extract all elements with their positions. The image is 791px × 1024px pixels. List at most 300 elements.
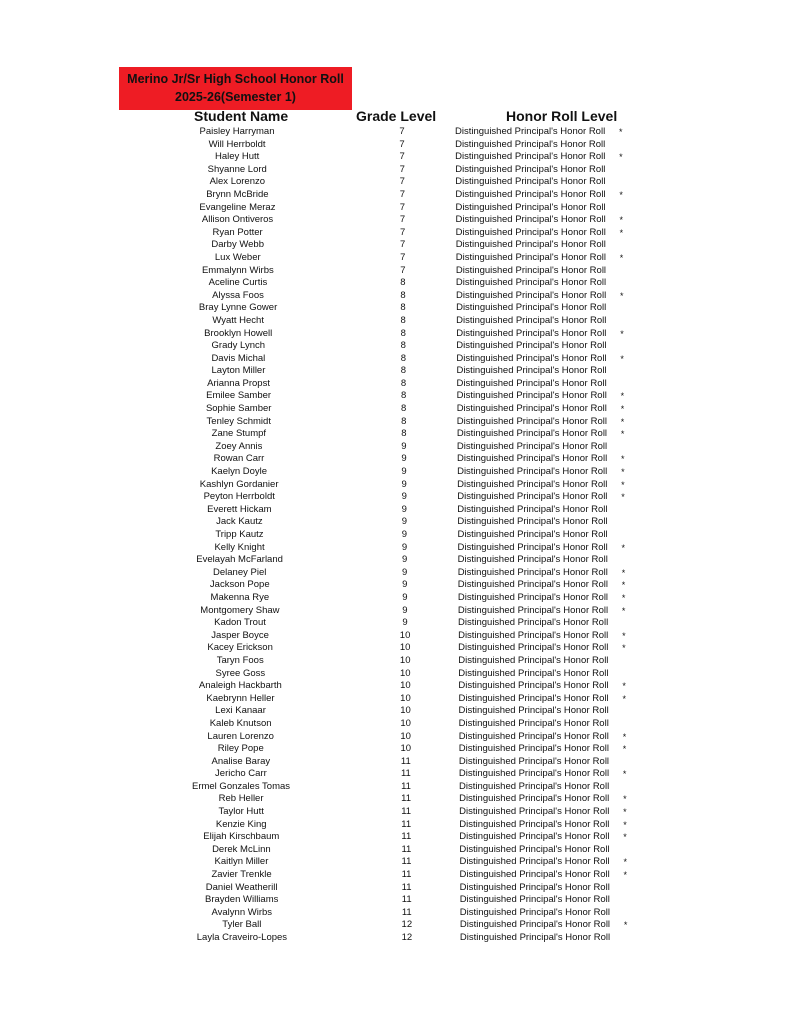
honor-roll-level: Distinguished Principal's Honor Roll [455,163,606,175]
student-name: Jasper Boyce [211,629,269,641]
honor-roll-level: Distinguished Principal's Honor Roll [456,352,607,364]
student-name: Zoey Annis [215,440,263,452]
student-name: Kaelyn Doyle [211,466,268,478]
grade-level: 9 [401,491,407,503]
asterisk-mark: * [619,152,623,163]
grade-level: 10 [399,654,411,666]
table-row [0,894,791,907]
honor-roll-level: Distinguished Principal's Honor Roll [457,604,609,616]
grade-level: 9 [402,579,408,591]
school-title: Merino Jr/Sr High School Honor Roll [127,72,344,86]
honor-roll-level: Distinguished Principal's Honor Roll [455,201,606,213]
honor-roll-level: Distinguished Principal's Honor Roll [459,856,610,868]
table-row [0,189,791,202]
table-row [0,151,791,164]
student-name: Kenzie King [215,818,267,830]
table-row [0,277,791,290]
student-name: Delaney Piel [213,566,267,578]
student-name: Derek McLinn [212,843,271,855]
honor-roll-level: Distinguished Principal's Honor Roll [455,188,606,200]
table-row [0,302,791,315]
table-row [0,453,791,466]
honor-roll-level: Distinguished Principal's Honor Roll [455,264,607,276]
table-row [0,504,791,517]
table-row [0,176,791,189]
asterisk-mark: * [623,857,627,868]
asterisk-mark: * [621,605,626,616]
student-name: Lauren Lorenzo [207,730,274,742]
table-row [0,793,791,806]
asterisk-mark: * [620,290,624,301]
asterisk-mark: * [619,189,623,200]
student-name: Ryan Potter [212,226,263,238]
honor-roll-level: Distinguished Principal's Honor Roll [456,289,607,301]
grade-level: 9 [401,440,407,452]
grade-level: 11 [401,793,412,805]
table-row [0,529,791,542]
grade-level: 11 [400,755,411,767]
table-row [0,655,791,668]
asterisk-mark: * [620,416,625,427]
grade-level: 8 [400,390,407,402]
grade-level: 11 [401,843,412,855]
grade-level: 9 [402,604,408,616]
student-name: Emmalynn Wirbs [201,264,274,276]
grade-level: 10 [400,717,411,729]
grade-level: 9 [401,453,407,465]
honor-roll-level: Distinguished Principal's Honor Roll [459,843,610,855]
grade-level: 9 [402,566,408,578]
honor-roll-level: Distinguished Principal's Honor Roll [457,453,608,465]
honor-roll-table [0,126,791,945]
student-name: Everett Hickam [207,503,272,515]
grade-level: 8 [401,415,407,427]
student-name: Syree Goss [215,667,266,679]
student-name: Darby Webb [211,239,265,251]
table-row [0,743,791,756]
student-name-header: Student Name [194,108,289,124]
grade-level: 8 [400,340,406,352]
asterisk-mark: * [622,731,627,742]
table-row [0,856,791,869]
asterisk-mark: * [621,454,625,465]
student-name: Kaebrynn Heller [206,692,275,704]
honor-roll-level: Distinguished Principal's Honor Roll [458,717,609,729]
table-row [0,479,791,492]
table-row [0,907,791,920]
table-row [0,315,791,328]
grade-level: 7 [399,214,406,226]
asterisk-mark: * [621,479,625,490]
grade-level: 11 [401,831,412,843]
honor-roll-level: Distinguished Principal's Honor Roll [455,251,606,263]
student-name: Wyatt Hecht [212,314,264,326]
honor-roll-level: Distinguished Principal's Honor Roll [458,743,609,755]
honor-roll-level: Distinguished Principal's Honor Roll [457,541,608,553]
table-row [0,466,791,479]
honor-roll-level: Distinguished Principal's Honor Roll [456,377,607,389]
honor-roll-level: Distinguished Principal's Honor Roll [457,516,608,528]
honor-roll-level: Distinguished Principal's Honor Roll [458,755,610,767]
student-name: Aceline Curtis [208,277,268,289]
honor-roll-level: Distinguished Principal's Honor Roll [458,617,609,629]
table-row [0,756,791,769]
grade-level: 8 [400,365,407,377]
asterisk-mark: * [621,542,626,553]
asterisk-mark: * [619,215,624,226]
honor-roll-level: Distinguished Principal's Honor Roll [457,529,608,540]
table-row [0,290,791,303]
table-row [0,680,791,693]
title-banner [119,67,352,110]
grade-level: 7 [399,176,405,188]
grade-level: 11 [401,881,412,893]
asterisk-mark: * [621,492,625,503]
asterisk-mark: * [623,794,627,805]
grade-level: 11 [401,869,412,881]
grade-level: 9 [401,541,408,553]
table-row [0,202,791,215]
table-row [0,693,791,706]
honor-roll-level: Distinguished Principal's Honor Roll [459,932,611,943]
table-row [0,126,791,139]
honor-roll-level: Distinguished Principal's Honor Roll [456,327,607,339]
student-name: Layla Craveiro-Lopes [196,932,288,943]
grade-level: 9 [402,591,408,603]
honor-roll-level: Distinguished Principal's Honor Roll [455,176,606,188]
student-name: Sophie Samber [205,403,272,415]
table-row [0,768,791,781]
grade-level: 11 [401,856,412,868]
asterisk-mark: * [620,391,625,402]
student-name: Tenley Schmidt [206,415,271,427]
table-row [0,340,791,353]
honor-roll-level: Distinguished Principal's Honor Roll [459,906,610,918]
honor-roll-level: Distinguished Principal's Honor Roll [459,780,610,792]
asterisk-mark: * [622,693,626,704]
asterisk-mark: * [620,429,625,440]
grade-level: 9 [402,617,408,629]
grade-level: 9 [401,529,408,540]
table-row [0,806,791,819]
honor-roll-level: Distinguished Principal's Honor Roll [458,667,609,679]
honor-roll-level: Distinguished Principal's Honor Roll [456,440,608,452]
grade-level: 8 [401,428,407,440]
honor-roll-level: Distinguished Principal's Honor Roll [455,214,606,226]
student-name: Kashlyn Gordanier [199,478,279,490]
asterisk-mark: * [623,807,627,818]
student-name: Arianna Propst [207,377,270,389]
table-row [0,932,791,945]
student-name: Reb Heller [218,793,264,805]
asterisk-mark: * [622,630,626,641]
grade-level: 8 [400,302,406,314]
asterisk-mark: * [619,127,623,137]
student-name: Taryn Foos [216,654,264,666]
honor-roll-level: Distinguished Principal's Honor Roll [457,478,608,490]
table-row [0,390,791,403]
asterisk-mark: * [619,227,624,238]
table-row [0,252,791,265]
grade-level: 7 [399,138,405,150]
table-row [0,882,791,895]
asterisk-mark: * [621,467,625,478]
table-row [0,819,791,832]
student-name: Will Herrboldt [208,138,266,150]
honor-roll-level: Distinguished Principal's Honor Roll [456,365,607,377]
honor-roll-level: Distinguished Principal's Honor Roll [455,138,606,150]
table-row [0,554,791,567]
student-name: Zane Stumpf [211,428,267,440]
grade-level: 10 [400,692,411,704]
student-name: Tripp Kautz [215,529,264,540]
grade-level: 10 [400,743,412,755]
honor-roll-level: Distinguished Principal's Honor Roll [458,680,609,692]
honor-roll-level: Distinguished Principal's Honor Roll [456,403,607,415]
grade-level: 12 [401,919,413,931]
student-name: Ermel Gonzales Tomas [191,780,291,792]
asterisk-mark: * [620,328,624,339]
grade-level: 7 [399,126,405,137]
student-name: Zavier Trenkle [211,869,272,881]
honor-roll-level: Distinguished Principal's Honor Roll [457,503,608,515]
student-name: Evelayah McFarland [196,554,283,566]
grade-level: 7 [400,251,406,263]
student-name: Tyler Ball [222,919,262,931]
honor-roll-level: Distinguished Principal's Honor Roll [456,340,607,352]
asterisk-mark: * [622,744,627,755]
grade-level: 7 [400,239,406,251]
grade-level: 8 [400,277,406,289]
table-row [0,139,791,152]
student-name: Analeigh Hackbarth [198,680,282,692]
grade-level: 8 [400,314,406,326]
student-name: Taylor Hutt [218,806,264,818]
table-row [0,718,791,731]
grade-level: 7 [399,163,405,175]
table-row [0,403,791,416]
table-row [0,567,791,580]
student-name: Montgomery Shaw [200,604,280,616]
honor-roll-level: Distinguished Principal's Honor Roll [457,566,608,578]
table-row [0,642,791,655]
table-row [0,416,791,429]
student-name: Jack Kautz [216,516,263,528]
honor-roll-level: Distinguished Principal's Honor Roll [456,390,607,402]
asterisk-mark: * [621,592,626,603]
table-row [0,164,791,177]
student-name: Allison Ontiveros [201,214,274,226]
student-name: Jericho Carr [215,768,267,780]
honor-roll-level: Distinguished Principal's Honor Roll [458,730,609,742]
table-row [0,781,791,794]
asterisk-mark: * [623,870,628,881]
grade-level: 11 [401,906,412,918]
table-row [0,705,791,718]
grade-level: 7 [399,226,406,238]
table-row [0,630,791,643]
honor-roll-level: Distinguished Principal's Honor Roll [457,466,608,478]
student-name: Paisley Harryman [199,126,275,137]
grade-level: 8 [400,352,407,364]
grade-level: 10 [400,730,411,742]
grade-level: 10 [400,667,411,679]
asterisk-mark: * [622,643,626,654]
grade-level: 9 [401,466,407,478]
table-row [0,844,791,857]
honor-roll-level: Distinguished Principal's Honor Roll [459,919,611,931]
grade-level: 7 [399,201,406,213]
student-name: Daniel Weatherill [205,881,278,893]
student-name: Brynn McBride [206,188,269,200]
table-row [0,491,791,504]
student-name: Makenna Rye [210,591,270,603]
grade-level: 11 [401,806,412,818]
table-row [0,378,791,391]
table-row [0,265,791,278]
honor-roll-level: Distinguished Principal's Honor Roll [459,869,610,881]
student-name: Grady Lynch [211,340,266,352]
honor-roll-level: Distinguished Principal's Honor Roll [459,831,610,843]
table-row [0,831,791,844]
student-name: Lexi Kanaar [215,705,266,717]
grade-level: 11 [401,818,412,830]
table-row [0,428,791,441]
student-name: Alex Lorenzo [209,176,266,188]
honor-roll-level: Distinguished Principal's Honor Roll [459,894,610,906]
asterisk-mark: * [622,769,627,780]
grade-level: 9 [401,516,408,528]
grade-level: 9 [401,554,408,566]
honor-roll-level: Distinguished Principal's Honor Roll [458,692,609,704]
asterisk-mark: * [623,819,627,830]
honor-roll-level-header: Honor Roll Level [506,108,618,124]
honor-roll-level: Distinguished Principal's Honor Roll [455,239,606,251]
honor-roll-level: Distinguished Principal's Honor Roll [457,579,608,591]
honor-roll-level: Distinguished Principal's Honor Roll [455,277,607,289]
table-row [0,668,791,681]
student-name: Kelly Knight [214,541,265,553]
asterisk-mark: * [619,252,624,263]
honor-roll-level: Distinguished Principal's Honor Roll [455,226,606,238]
table-row [0,605,791,618]
student-name: Brayden Williams [204,894,279,906]
student-name: Rowan Carr [213,453,265,465]
student-name: Lux Weber [214,251,261,263]
table-row [0,239,791,252]
student-name: Emilee Samber [206,390,272,402]
table-row [0,542,791,555]
student-name: Kacey Erickson [207,642,273,654]
honor-roll-level: Distinguished Principal's Honor Roll [458,705,609,717]
student-name: Bray Lynne Gower [198,302,278,314]
table-row [0,353,791,366]
grade-level: 11 [400,768,411,780]
asterisk-mark: * [621,580,626,591]
honor-roll-level: Distinguished Principal's Honor Roll [459,806,610,818]
table-row [0,731,791,744]
student-name: Shyanne Lord [207,163,267,175]
grade-level: 7 [399,188,406,200]
grade-level: 10 [400,705,411,717]
grade-level: 7 [400,264,406,276]
student-name: Alyssa Foos [212,289,264,301]
table-row [0,227,791,240]
student-name: Peyton Herrboldt [203,491,275,503]
grade-level: 9 [401,478,407,490]
student-name: Jackson Pope [209,579,270,591]
table-row [0,328,791,341]
student-name: Kadon Trout [214,617,266,629]
table-row [0,365,791,378]
grade-level: 12 [401,932,413,943]
grade-level: 11 [401,894,412,906]
honor-roll-level: Distinguished Principal's Honor Roll [458,642,609,654]
honor-roll-level: Distinguished Principal's Honor Roll [456,314,607,326]
honor-roll-level: Distinguished Principal's Honor Roll [455,126,606,137]
honor-roll-level: Distinguished Principal's Honor Roll [458,654,609,666]
honor-roll-level: Distinguished Principal's Honor Roll [459,818,610,830]
grade-level: 10 [399,642,411,654]
student-name: Layton Miller [211,365,266,377]
grade-level: 8 [400,289,406,301]
table-row [0,919,791,932]
student-name: Haley Hutt [214,151,260,163]
grade-level: 10 [400,680,411,692]
student-name: Elijah Kirschbaum [203,831,280,843]
honor-roll-level: Distinguished Principal's Honor Roll [456,302,607,314]
honor-roll-level: Distinguished Principal's Honor Roll [457,554,608,566]
asterisk-mark: * [623,832,627,843]
honor-roll-level: Distinguished Principal's Honor Roll [458,768,610,780]
table-row [0,617,791,630]
student-name: Analise Baray [211,755,271,767]
table-row [0,441,791,454]
honor-roll-level: Distinguished Principal's Honor Roll [459,881,610,893]
honor-roll-level: Distinguished Principal's Honor Roll [459,793,610,805]
honor-roll-level: Distinguished Principal's Honor Roll [457,491,608,503]
student-name: Avalynn Wirbs [211,906,273,918]
asterisk-mark: * [620,404,625,415]
table-row [0,516,791,529]
asterisk-mark: * [621,567,626,578]
student-name: Kaitlyn Miller [214,856,269,868]
student-name: Riley Pope [217,743,264,755]
grade-level: 11 [401,780,411,792]
table-row [0,214,791,227]
student-name: Evangeline Meraz [199,201,276,213]
grade-level: 8 [400,377,407,389]
student-name: Kaleb Knutson [209,717,272,729]
grade-level: 8 [400,327,406,339]
honor-roll-level: Distinguished Principal's Honor Roll [457,591,609,603]
table-row [0,869,791,882]
grade-level: 9 [401,503,407,515]
grade-level: 8 [401,403,407,415]
grade-level: 10 [399,629,411,641]
grade-level-header: Grade Level [356,108,437,124]
table-row [0,579,791,592]
grade-level: 7 [399,151,405,163]
honor-roll-level: Distinguished Principal's Honor Roll [456,428,608,440]
honor-roll-level: Distinguished Principal's Honor Roll [458,629,609,641]
asterisk-mark: * [623,920,628,931]
table-row [0,592,791,605]
asterisk-mark: * [622,681,626,692]
asterisk-mark: * [620,353,624,364]
honor-roll-level: Distinguished Principal's Honor Roll [456,415,607,427]
term-label: 2025-26(Semester 1) [175,90,296,104]
